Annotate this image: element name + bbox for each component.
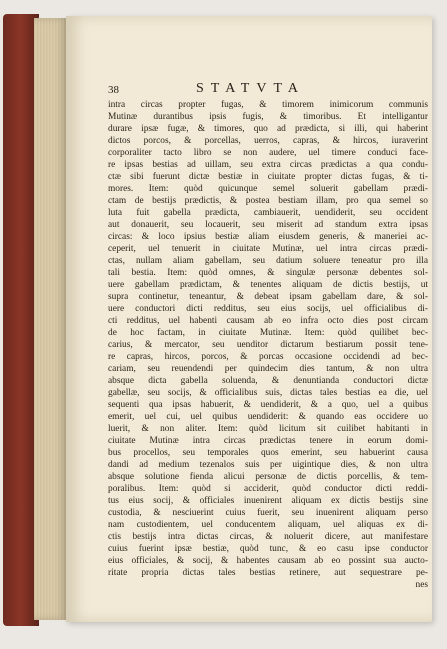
text-line: emerit, uel cui, uel quibus uendiderit: & quando eas occidere uo xyxy=(108,412,428,422)
text-line: nam custodientem, uel conducentem aliquam, uel aliquas ex di- xyxy=(108,520,428,530)
text-line: poralibus. Item: quòd si acciderit, quòd conductor dicti reddi- xyxy=(108,484,428,494)
text-line: ritate propria dictas tales bestias retinere, aut sequestrare pe- xyxy=(108,568,428,578)
text-line: cuius fuerint ipsæ bestiæ, quòd tunc, & eo casu ipse conductor xyxy=(108,544,428,554)
text-line: eius officiales, & socij, & habentes causam ab eo possint sua aucto- xyxy=(108,556,428,566)
text-line: ceperit, uel tenuerit in ciuitate Mutinæ, uel intra circas prædi- xyxy=(108,244,428,254)
text-line: uere conductori dicti redditus, seu eius socijs, uel officialibus di- xyxy=(108,304,428,314)
text-line: ctæ sibi fuerunt dictæ bestiæ in ciuitate propter dictas fugas, & ti- xyxy=(108,172,428,182)
text-line: Mutinæ durantibus ipsis fugis, & timoribus. Et intelligantur xyxy=(108,112,428,122)
text-line: ctas, nullam aliam gabellam, seu datium soluere teneatur pro illa xyxy=(108,256,428,266)
text-line: sequenti qua ipsas habuerit, & uendiderit, & a quo, uel a quibus xyxy=(108,400,428,410)
text-line: carius, & mercator, seu uenditor dictarum bestiarum possit tene- xyxy=(108,340,428,350)
text-line: aut donauerit, seu locauerit, seu miserit ad standum extra ipsas xyxy=(108,220,428,230)
text-line: ctam de bestijs prædictis, & postea bestiam illam, pro qua semel so xyxy=(108,196,428,206)
text-line: cti redditus, uel habenti causam ab eo infra octo dies post circam xyxy=(108,316,428,326)
page-edges xyxy=(34,18,68,620)
text-line: mores. Item: quòd quicunque semel soluerit gabellam prædi- xyxy=(108,184,428,194)
text-line: luta fuit gabella prædicta, cambiauerit, uendiderit, seu occident xyxy=(108,208,428,218)
text-line: intra circas propter fugas, & timorem inimicorum communis xyxy=(108,100,428,110)
text-line: nes xyxy=(415,580,428,590)
text-line: corporaliter tacto libro se non audere, uel timere conduci face- xyxy=(108,148,428,158)
text-line: tali bestia. Item: quòd omnes, & singulæ personæ debentes sol- xyxy=(108,268,428,278)
text-line: dandi ad medium tezenalos suis per uigintique dies, & non ultra xyxy=(108,460,428,470)
text-line: durare ipsæ fugæ, & timores, quo ad prædicta, si illi, qui haberint xyxy=(108,124,428,134)
text-line: luerit, & non aliter. Item: quòd licitum sit cuilibet habitanti in xyxy=(108,424,428,434)
text-line: supra continetur, teneantur, & debeat ipsam gabellam dare, & sol- xyxy=(108,292,428,302)
text-line: ciuitate Mutinæ intra circas prædictas tenere in eorum domi- xyxy=(108,436,428,446)
text-line: circas: & loco ipsius bestiæ aliam eiusdem generis, & maneriei ac- xyxy=(108,232,428,242)
page-number: 38 xyxy=(108,84,119,96)
running-head: STATVTA xyxy=(196,81,305,96)
text-line: ctis bestijs intra dictas circas, & noluerit dicere, aut manifestare xyxy=(108,532,428,542)
text-line: gabellæ, seu socijs, & officialibus suis, dictas tales bestias ea die, uel xyxy=(108,388,428,398)
text-line: absque solutione fienda alicui personæ de dictis porcellis, & tem- xyxy=(108,472,428,482)
text-line: uere gabellam prædictam, & tenentes aliquam de dictis bestijs, ut xyxy=(108,280,428,290)
text-line: custodia, & nesciuerint cuius fuerit, seu inuenirent aliquam perso xyxy=(108,508,428,518)
text-line: re capras, hircos, porcos, & porcas occasione occidendi ad bec- xyxy=(108,352,428,362)
body-text xyxy=(108,99,428,591)
text-line: re ipsas bestias ad uillam, seu extra circas prædictas a qua condu- xyxy=(108,160,428,170)
text-line: bus procellos, seu temporales quos emerint, seu habuerint causa xyxy=(108,448,428,458)
text-line: dictos porcos, & porcellas, uerros, capras, & hircos, iuraverint xyxy=(108,136,428,146)
text-line: cariam, seu reuendendi per quindecim dies tantum, & non ultra xyxy=(108,364,428,374)
text-line: de hoc factam, in ciuitate Mutinæ. Item: quòd quilibet bec- xyxy=(108,328,428,338)
text-line: tus eius socij, & officiales inuenirent aliquam ex dictis bestijs sine xyxy=(108,496,428,506)
text-line: absque dicta gabella soluenda, & denuntianda conductori dictæ xyxy=(108,376,428,386)
